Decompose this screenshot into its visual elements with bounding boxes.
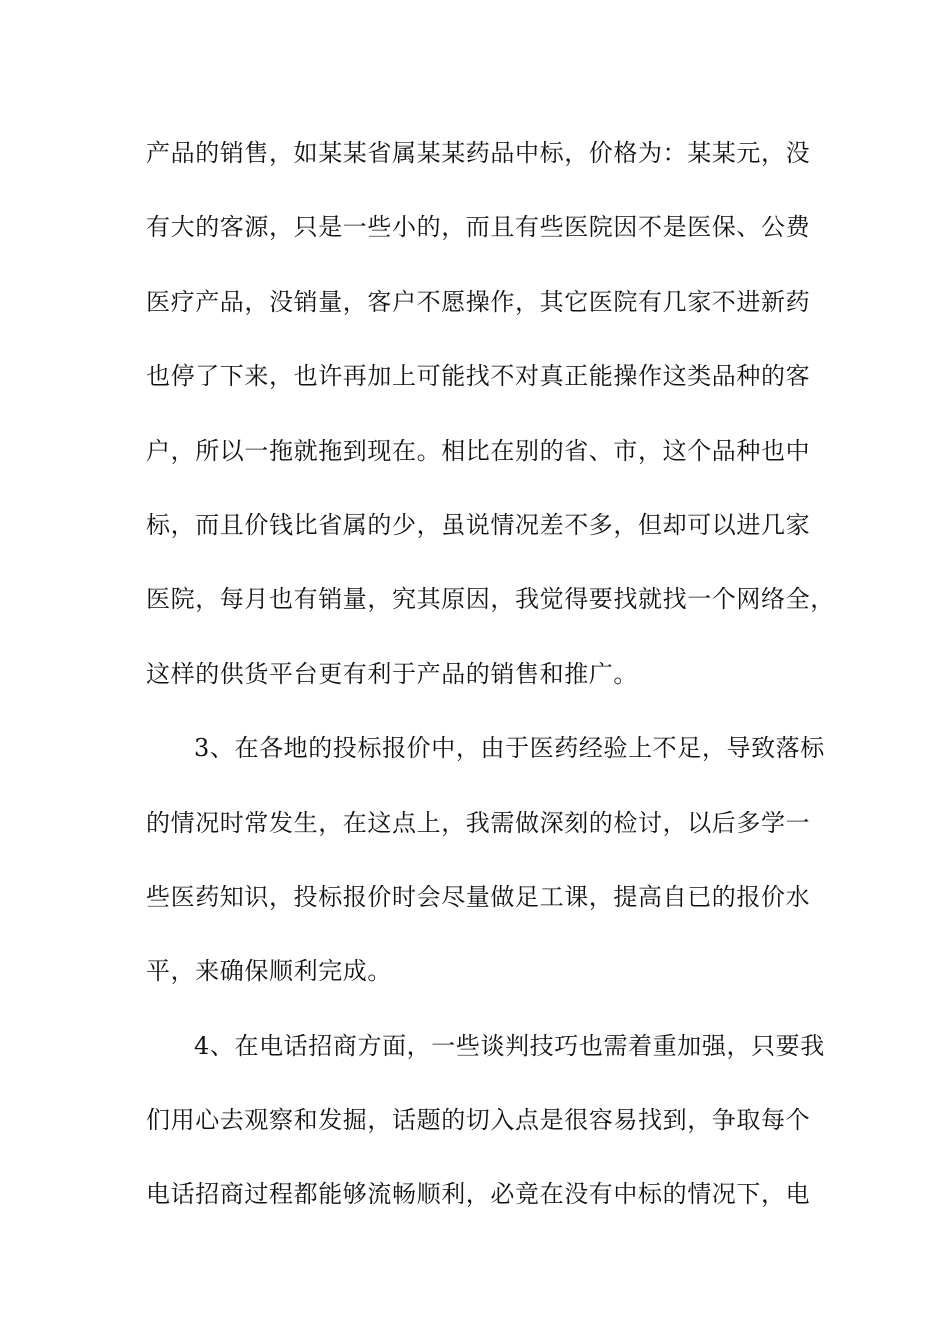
text-line: 有大的客源，只是一些小的，而且有些医院因不是医保、公费 xyxy=(146,213,811,242)
document-body xyxy=(146,131,835,1247)
text-line: 产品的销售，如某某省属某某药品中标，价格为：某某元，没 xyxy=(146,139,811,167)
paragraph-4-start: 4、在电话招商方面，一些谈判技巧也需着重加强，只要我 xyxy=(194,1031,825,1060)
text-line: 这样的供货平台更有利于产品的销售和推广。 xyxy=(146,659,638,688)
text-line: 电话招商过程都能够流畅顺利，必竟在没有中标的情况下，电 xyxy=(146,1180,811,1209)
text-line: 些医药知识，投标报价时会尽量做足工课，提高自已的报价水 xyxy=(146,882,811,911)
text-line: 们用心去观察和发掘，话题的切入点是很容易找到，争取每个 xyxy=(146,1106,811,1135)
text-line: 标，而且价钱比省属的少，虽说情况差不多，但却可以进几家 xyxy=(146,510,811,539)
text-line: 平，来确保顺利完成。 xyxy=(146,957,392,986)
text-line: 也停了下来，也许再加上可能找不对真正能操作这类品种的客 xyxy=(146,362,811,391)
text-line: 医疗产品，没销量，客户不愿操作，其它医院有几家不进新药 xyxy=(146,287,811,316)
text-line: 的情况时常发生，在这点上，我需做深刻的检讨，以后多学一 xyxy=(146,808,811,837)
text-line: 医院，每月也有销量，究其原因，我觉得要找就找一个网络全， xyxy=(146,585,835,614)
paragraph-3-start: 3、在各地的投标报价中，由于医药经验上不足，导致落标 xyxy=(194,734,825,763)
text-line: 户，所以一拖就拖到现在。相比在别的省、市，这个品种也中 xyxy=(146,436,811,465)
